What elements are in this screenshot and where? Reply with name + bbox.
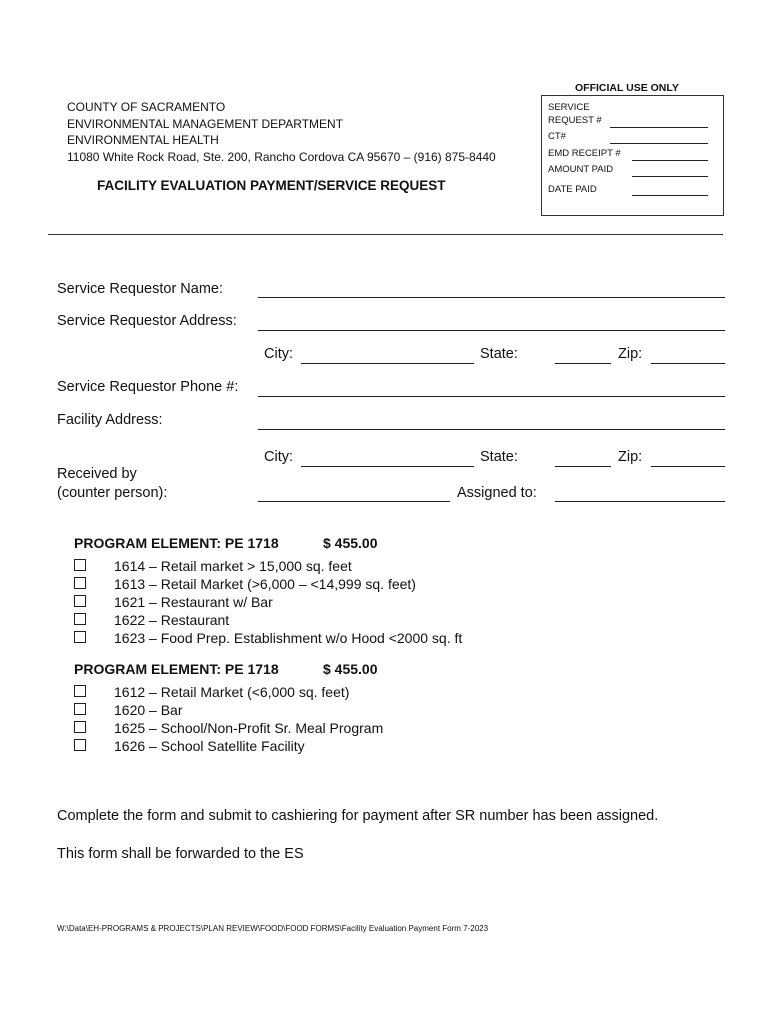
service-request-label-1: SERVICE [548,102,590,113]
program-element-price-2: $ 455.00 [323,661,378,677]
assigned-to-field[interactable] [555,501,725,502]
facility-zip-field[interactable] [651,466,725,467]
requestor-phone-label: Service Requestor Phone #: [57,379,239,395]
program-element-price-1: $ 455.00 [323,535,378,551]
footer-file-path: W:\Data\EH-PROGRAMS & PROJECTS\PLAN REVIEW\FOOD\FOOD FORMS\Facility Evaluation Payment Form 7-2023 [57,924,489,933]
form-title: FACILITY EVALUATION PAYMENT/SERVICE REQUEST [97,178,446,193]
list-item[interactable] [74,719,384,737]
date-paid-field[interactable] [632,195,708,196]
requestor-phone-field[interactable] [258,396,725,397]
item-label: 1621 – Restaurant w/ Bar [114,594,273,610]
requestor-state-label: State: [480,346,518,362]
ct-field[interactable] [610,143,708,144]
received-by-label-2: (counter person): [57,485,168,501]
program-element-heading-2: PROGRAM ELEMENT: PE 1718 [74,661,279,677]
received-by-field[interactable] [258,501,450,502]
facility-state-label: State: [480,449,518,465]
requestor-name-field[interactable] [258,297,725,298]
item-label: 1613 – Retail Market (>6,000 – <14,999 sq. feet) [114,576,416,592]
service-request-label-2: REQUEST # [548,115,602,126]
item-label: 1626 – School Satellite Facility [114,738,305,754]
official-use-box [541,95,724,216]
requestor-address-label: Service Requestor Address: [57,313,237,329]
list-item[interactable] [74,701,183,719]
checkbox-1626[interactable] [74,739,86,751]
checkbox-1613[interactable] [74,577,86,589]
list-item[interactable] [74,737,305,755]
checkbox-1622[interactable] [74,613,86,625]
official-use-title: OFFICIAL USE ONLY [575,82,679,94]
amount-paid-field[interactable] [632,176,708,177]
instruction-forward: This form shall be forwarded to the ES [57,846,304,862]
checkbox-1620[interactable] [74,703,86,715]
program-element-heading-1: PROGRAM ELEMENT: PE 1718 [74,535,279,551]
list-item[interactable] [74,575,416,593]
list-item[interactable] [74,611,230,629]
checkbox-1623[interactable] [74,631,86,643]
facility-city-label: City: [264,449,293,465]
emd-receipt-field[interactable] [632,160,708,161]
facility-zip-label: Zip: [618,449,643,465]
requestor-zip-label: Zip: [618,346,643,362]
list-item[interactable] [74,593,273,611]
county-name: COUNTY OF SACRAMENTO [67,100,226,114]
division-name: ENVIRONMENTAL HEALTH [67,133,219,147]
item-label: 1620 – Bar [114,702,183,718]
requestor-city-label: City: [264,346,293,362]
amount-paid-label: AMOUNT PAID [548,164,614,175]
facility-state-field[interactable] [555,466,611,467]
item-label: 1612 – Retail Market (<6,000 sq. feet) [114,684,350,700]
requestor-address-field[interactable] [258,330,725,331]
requestor-city-field[interactable] [301,363,474,364]
list-item[interactable] [74,557,352,575]
header-divider [48,234,723,235]
facility-address-field[interactable] [258,429,725,430]
assigned-to-label: Assigned to: [457,485,537,501]
ct-label: CT# [548,131,566,142]
item-label: 1623 – Food Prep. Establishment w/o Hood <2000 sq. ft [114,630,463,646]
item-label: 1614 – Retail market > 15,000 sq. feet [114,558,352,574]
received-by-label-1: Received by [57,466,137,482]
emd-receipt-label: EMD RECEIPT # [548,148,621,159]
requestor-name-label: Service Requestor Name: [57,281,224,297]
list-item[interactable] [74,683,350,701]
service-request-field[interactable] [610,127,708,128]
checkbox-1614[interactable] [74,559,86,571]
facility-city-field[interactable] [301,466,474,467]
list-item[interactable] [74,629,463,647]
facility-address-label: Facility Address: [57,412,163,428]
checkbox-1621[interactable] [74,595,86,607]
checkbox-1625[interactable] [74,721,86,733]
item-label: 1622 – Restaurant [114,612,230,628]
department-address: 11080 White Rock Road, Ste. 200, Rancho Cordova CA 95670 – (916) 875-8440 [67,150,496,164]
item-label: 1625 – School/Non-Profit Sr. Meal Program [114,720,384,736]
requestor-state-field[interactable] [555,363,611,364]
requestor-zip-field[interactable] [651,363,725,364]
date-paid-label: DATE PAID [548,184,597,195]
instruction-submit: Complete the form and submit to cashiering for payment after SR number has been assigned. [57,808,659,824]
department-name: ENVIRONMENTAL MANAGEMENT DEPARTMENT [67,117,344,131]
checkbox-1612[interactable] [74,685,86,697]
